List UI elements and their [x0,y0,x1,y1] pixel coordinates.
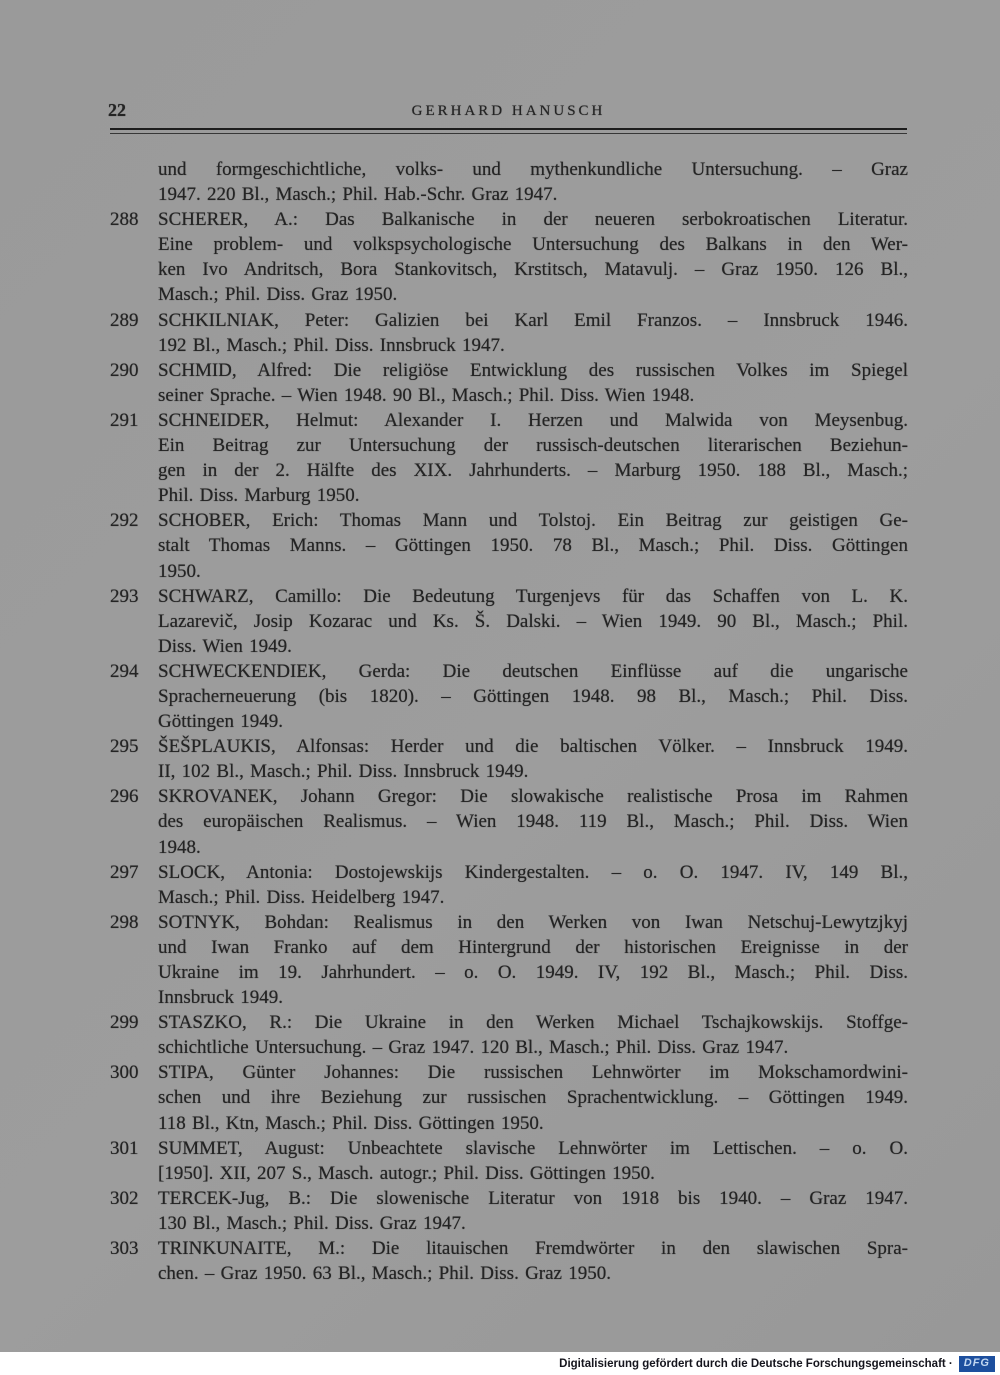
bibliography-entry [110,508,908,583]
entry-text [158,1060,908,1135]
entry-number: 301 [110,1137,139,1159]
entry-line: SCHWARZ, Camillo: Die Bedeutung Turgenjevs für das Schaffen von L. K. [158,585,908,607]
entry-line: gen in der 2. Hälfte des XIX. Jahrhunderts. – Marburg 1950. 188 Bl., Masch.; [158,460,908,482]
entry-number: 289 [110,309,139,331]
entry-line: STASZKO, R.: Die Ukraine in den Werken Michael Tschajkowskijs. Stoffge- [158,1012,908,1034]
entry-line: schen und ihre Beziehung zur russischen Sprachentwicklung. – Göttingen 1949. [158,1087,908,1109]
entry-line: SUMMET, August: Unbeachtete slavische Lehnwörter im Lettischen. – o. O. [158,1137,908,1159]
entry-line: 192 Bl., Masch.; Phil. Diss. Innsbruck 1947. [158,334,505,356]
bibliography-entry [110,1010,908,1060]
entry-text [158,734,908,784]
entry-text [158,308,908,358]
dfg-logo: DFG [959,1356,995,1372]
bibliography-entry [110,308,908,358]
entry-number: 299 [110,1012,139,1034]
entry-number: 288 [110,209,139,231]
bibliography-entry [110,1060,908,1135]
entry-line: SCHKILNIAK, Peter: Galizien bei Karl Emil Franzos. – Innsbruck 1946. [158,309,908,331]
entry-line: Lazarevič, Josip Kozarac und Ks. Š. Dalski. – Wien 1949. 90 Bl., Masch.; Phil. [158,610,908,632]
entry-text [158,408,908,508]
bibliography-entry [110,157,908,207]
running-header: GERHARD HANUSCH [411,103,606,119]
entry-line: Eine problem- und volkspsychologische Untersuchung des Balkans in den Wer- [158,234,908,256]
entry-line: TERCEK-Jug, B.: Die slowenische Literatur von 1918 bis 1940. – Graz 1947. [158,1187,908,1209]
entry-line: schichtliche Untersuchung. – Graz 1947. 120 Bl., Masch.; Phil. Diss. Graz 1947. [158,1037,789,1059]
entry-number: 293 [110,585,139,607]
page-number: 22 [108,100,126,120]
entry-number: 303 [110,1238,139,1260]
entry-line: Diss. Wien 1949. [158,635,292,657]
entry-line: SCHOBER, Erich: Thomas Mann und Tolstoj. Ein Beitrag zur geistigen Ge- [158,510,908,532]
bibliography-entry [110,784,908,859]
entry-number: 296 [110,786,139,808]
bibliography-entry [110,659,908,734]
entry-line: 1947. 220 Bl., Masch.; Phil. Hab.-Schr. Graz 1947. [158,184,558,206]
entry-line: SCHERER, A.: Das Balkanische in der neueren serbokroatischen Literatur. [158,209,908,231]
entry-text [158,207,908,307]
entry-number: 290 [110,359,139,381]
digitization-footer [0,1352,1000,1375]
entry-line: Masch.; Phil. Diss. Graz 1950. [158,284,398,306]
entry-text [158,508,908,583]
entry-line: 130 Bl., Masch.; Phil. Diss. Graz 1947. [158,1212,466,1234]
entry-line: Spracherneuerung (bis 1820). – Göttingen 1948. 98 Bl., Masch.; Phil. Diss. [158,685,908,707]
entry-line: und Iwan Franko auf dem Hintergrund der historischen Ereignisse in der [158,936,908,958]
entry-number: 298 [110,911,139,933]
entry-line: SLOCK, Antonia: Dostojewskijs Kindergestalten. – o. O. 1947. IV, 149 Bl., [158,861,908,883]
entry-number: 291 [110,409,139,431]
entry-number: 294 [110,660,139,682]
bibliography-list [110,157,908,1286]
entry-text [158,659,908,734]
bibliography-entry [110,1186,908,1236]
entry-text [158,584,908,659]
entry-line: des europäischen Realismus. – Wien 1948. 119 Bl., Masch.; Phil. Diss. Wien [158,811,908,833]
entry-line: ŠEŠPLAUKIS, Alfonsas: Herder und die baltischen Völker. – Innsbruck 1949. [158,736,908,758]
entry-line: stalt Thomas Manns. – Göttingen 1950. 78 Bl., Masch.; Phil. Diss. Göttingen [158,535,908,557]
entry-line: SCHMID, Alfred: Die religiöse Entwicklung des russischen Volkes im Spiegel [158,359,908,381]
entry-text [158,157,908,207]
entry-line: [1950]. XII, 207 S., Masch. autogr.; Phil. Diss. Göttingen 1950. [158,1162,655,1184]
entry-number: 297 [110,861,139,883]
entry-line: Phil. Diss. Marburg 1950. [158,485,360,507]
entry-line: 118 Bl., Ktn, Masch.; Phil. Diss. Göttingen 1950. [158,1112,544,1134]
bibliography-entry [110,207,908,307]
entry-text [158,860,908,910]
entry-line: II, 102 Bl., Masch.; Phil. Diss. Innsbruck 1949. [158,761,529,783]
entry-line: Ein Beitrag zur Untersuchung der russisch-deutschen literarischen Beziehun- [158,435,908,457]
bibliography-entry [110,358,908,408]
entry-text [158,358,908,408]
entry-line: SOTNYK, Bohdan: Realismus in den Werken von Iwan Netschuj-Lewytzjkyj [158,911,908,933]
entry-text [158,1010,908,1060]
entry-line: Ukraine im 19. Jahrhundert. – o. O. 1949. IV, 192 Bl., Masch.; Phil. Diss. [158,962,908,983]
bibliography-entry [110,584,908,659]
entry-text [158,910,908,1010]
entry-line: SCHNEIDER, Helmut: Alexander I. Herzen und Malwida von Meysenbug. [158,409,908,431]
bibliography-entry [110,860,908,910]
bibliography-entry [110,734,908,784]
entry-line: Masch.; Phil. Diss. Heidelberg 1947. [158,886,445,908]
entry-text [158,1236,908,1286]
entry-line: 1950. [158,560,201,582]
entry-text [158,1186,908,1236]
entry-line: SCHWECKENDIEK, Gerda: Die deutschen Einflüsse auf die ungarische [158,660,908,682]
entry-line: Göttingen 1949. [158,711,283,733]
entry-line: seiner Sprache. – Wien 1948. 90 Bl., Masch.; Phil. Diss. Wien 1948. [158,384,695,406]
entry-text [158,784,908,859]
bibliography-entry [110,408,908,508]
header-rule [110,128,907,134]
entry-line: 1948. [158,836,201,858]
entry-line: STIPA, Günter Johannes: Die russischen Lehnwörter im Mokschamordwini- [158,1062,908,1084]
entry-number: 295 [110,736,139,758]
entry-number: 302 [110,1187,139,1209]
entry-text [158,1136,908,1186]
entry-line: SKROVANEK, Johann Gregor: Die slowakische realistische Prosa im Rahmen [158,786,908,808]
entry-line: Innsbruck 1949. [158,987,283,1009]
entry-number: 292 [110,510,139,532]
bibliography-entry [110,1136,908,1186]
entry-line: chen. – Graz 1950. 63 Bl., Masch.; Phil. Diss. Graz 1950. [158,1263,611,1285]
entry-number: 300 [110,1062,139,1084]
entry-line: TRINKUNAITE, M.: Die litauischen Fremdwörter in den slawischen Spra- [158,1238,908,1260]
bibliography-entry [110,1236,908,1286]
entry-line: und formgeschichtliche, volks- und mythenkundliche Untersuchung. – Graz [158,159,908,180]
entry-line: ken Ivo Andritsch, Bora Stankovitsch, Krstitsch, Matavulj. – Graz 1950. 126 Bl., [158,259,908,281]
footer-credit-text: Digitalisierung gefördert durch die Deutsche Forschungsgemeinschaft · [559,1357,953,1370]
bibliography-entry [110,910,908,1010]
entry-number [110,157,158,207]
